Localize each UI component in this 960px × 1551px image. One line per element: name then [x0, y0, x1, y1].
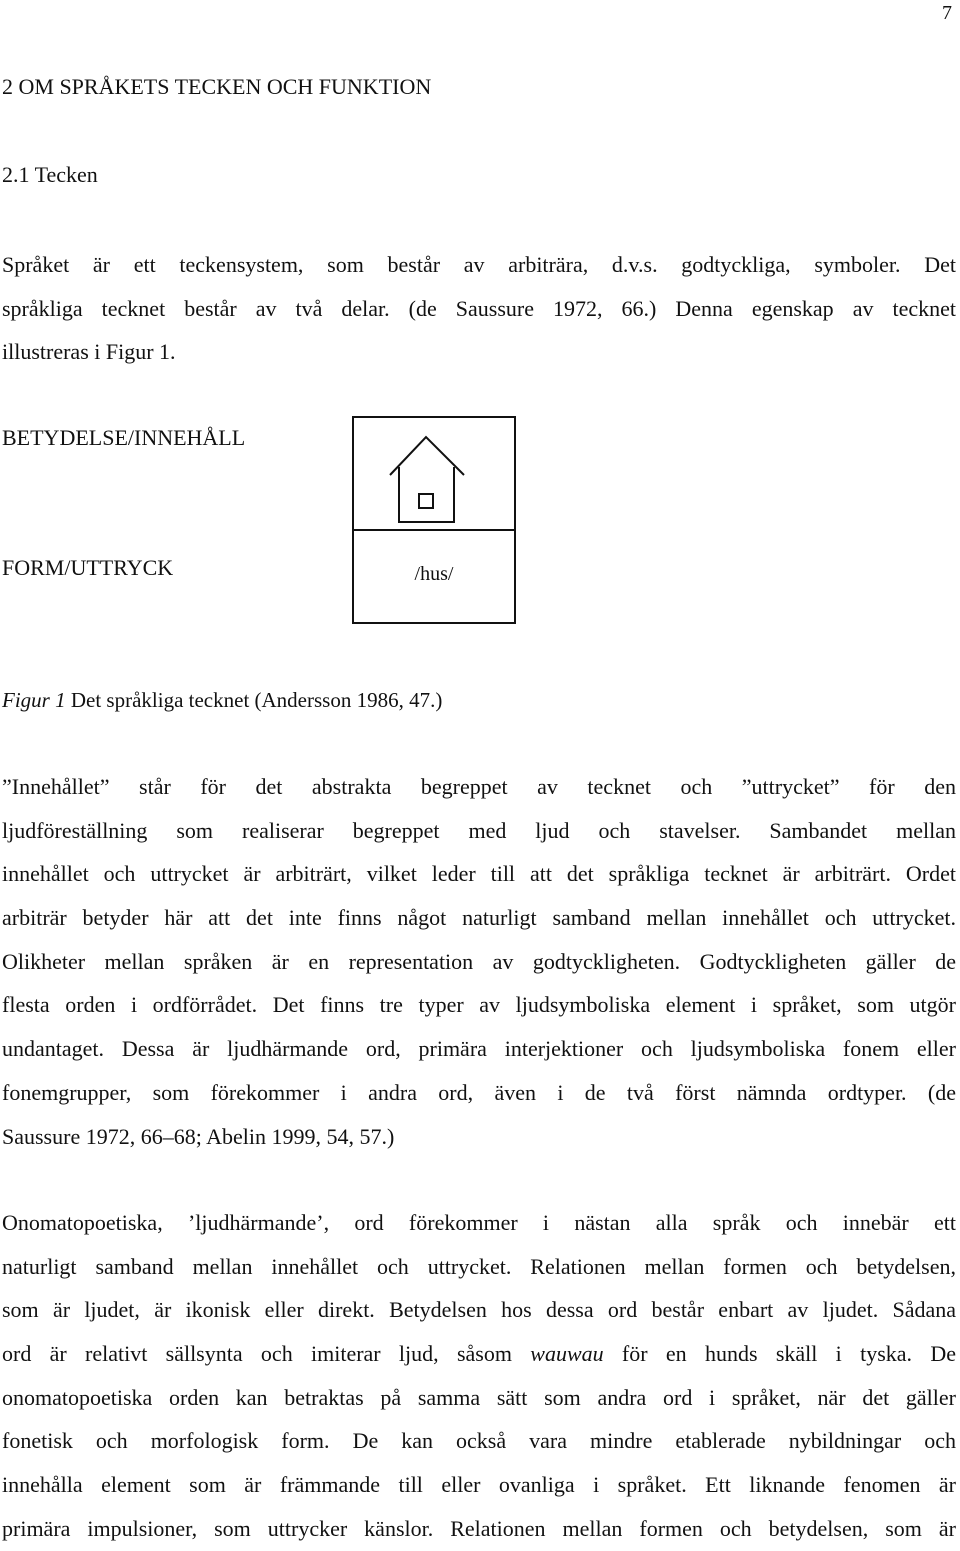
- caption-figure-number: Figur 1: [2, 688, 66, 712]
- text-line: innehålla element som är främmande till eller ovanliga i språket. Ett liknande fenomen är: [2, 1472, 956, 1498]
- text-line: ”Innehållet” står för det abstrakta begreppet av tecknet och ”uttrycket” för den: [2, 774, 956, 799]
- paragraph-1: [2, 765, 956, 1158]
- text-line: som är ljudet, är ikonisk eller direkt. Betydelsen hos dessa ord består enbart av ljudet. Sådana: [2, 1297, 956, 1323]
- text-line: [2, 1332, 956, 1376]
- figure-label-meaning: BETYDELSE/INNEHÅLL: [2, 425, 246, 450]
- example-word: wauwau: [530, 1341, 604, 1367]
- form-text: /hus/: [414, 563, 454, 585]
- text-line: primära impulsioner, som uttrycker känslor. Relationen mellan formen och betydelsen, som är: [2, 1515, 956, 1541]
- text-line: ljudföreställning som realiserar begreppet med ljud och stavelser. Sambandet mellan: [2, 817, 956, 843]
- chapter-heading: 2 OM SPRÅKETS TECKEN OCH FUNKTION: [2, 74, 432, 99]
- text-line: Olikheter mellan språken är en representation av godtyckligheten. Godtyckligheten gäller de: [2, 948, 956, 974]
- text-line: Onomatopoetiska, ’ljudhärmande’, ord förekommer i nästan alla språk och innebär ett: [2, 1210, 956, 1235]
- divider: [354, 529, 514, 531]
- figure-caption: [2, 688, 442, 713]
- text-line: fonetisk och morfologisk form. De kan också vara mindre etablerade nybildningar och: [2, 1428, 956, 1454]
- house-icon: [387, 434, 467, 524]
- caption-text: Det språkliga tecknet (Andersson 1986, 47.): [65, 688, 443, 712]
- text-line: onomatopoetiska orden kan betraktas på samma sätt som andra ord i språket, när det gäller: [2, 1384, 956, 1410]
- text-line: Språket är ett teckensystem, som består av arbiträra, d.v.s. godtyckliga, symboler. Det: [2, 252, 956, 277]
- text-line: Saussure 1972, 66–68; Abelin 1999, 54, 57.): [2, 1123, 395, 1149]
- text-segment: ord är relativt sällsynta och imiterar ljud, såsom: [2, 1341, 531, 1367]
- figure-label-form: FORM/UTTRYCK: [2, 555, 174, 580]
- text-line: flesta orden i ordförrådet. Det finns tre typer av ljudsymboliska element i språket, som utgör: [2, 992, 956, 1018]
- section-heading: 2.1 Tecken: [2, 162, 98, 187]
- page-number: 7: [942, 2, 952, 24]
- text-line: språkliga tecknet består av två delar. (de Saussure 1972, 66.) Denna egenskap av tecknet: [2, 295, 956, 321]
- text-line: fonemgrupper, som förekommer i andra ord, även i de två först nämnda ordtyper. (de: [2, 1079, 956, 1105]
- text-line: illustreras i Figur 1.: [2, 339, 176, 365]
- sign-diagram: [352, 416, 516, 624]
- text-line: arbiträr betyder här att det inte finns något naturligt samband mellan innehållet och uttrycket.: [2, 905, 956, 931]
- paragraph-2: [2, 1201, 956, 1551]
- text-segment: för en hunds skäll i tyska. De: [603, 1341, 956, 1367]
- text-line: naturligt samband mellan innehållet och uttrycket. Relationen mellan formen och betydelsen,: [2, 1253, 956, 1279]
- text-line: undantaget. Dessa är ljudhärmande ord, primära interjektioner och ljudsymboliska fonem eller: [2, 1036, 956, 1062]
- text-line: innehållet och uttrycket är arbiträrt, vilket leder till att det språkliga tecknet är arbiträrt. Ordet: [2, 861, 956, 887]
- intro-paragraph: [2, 243, 956, 374]
